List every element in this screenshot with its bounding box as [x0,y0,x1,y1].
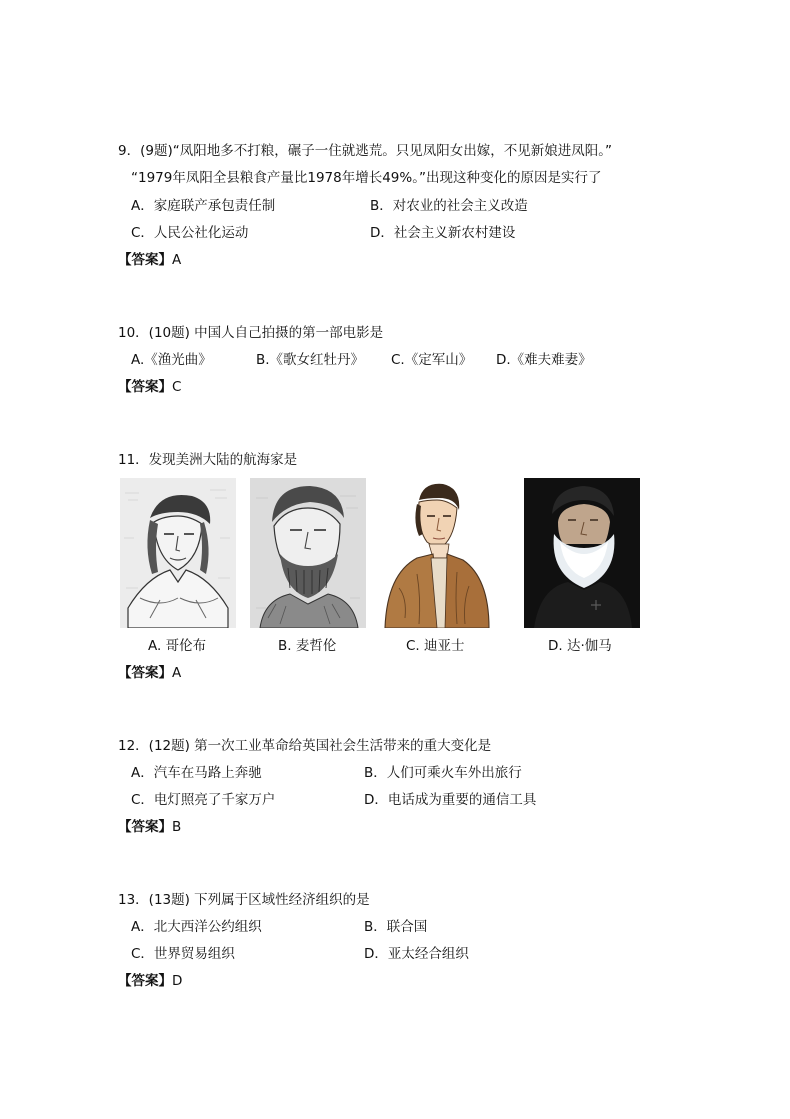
caption-d: D. 达·伽马 [548,638,612,654]
q10-answer [118,378,181,396]
q11-stem: 11．发现美洲大陆的航海家是 [118,452,298,468]
q10-option-b: B.《歌女红牡丹》 [256,352,365,368]
q10-option-d: D.《难夫难妻》 [496,352,592,368]
q9-option-c: C．人民公社化运动 [131,225,249,241]
q12-answer [118,818,181,836]
answer-label: 【答案】 [118,665,172,681]
answer-value: A [172,665,182,681]
q10-option-a: A.《渔光曲》 [131,352,212,368]
q9-stem-line2: “1979年凤阳全县粮食产量比1978年增长49%。”出现这种变化的原因是实行了 [131,170,602,186]
q9-option-b: B．对农业的社会主义改造 [370,198,528,214]
caption-b: B. 麦哲伦 [278,638,337,654]
answer-value: A [172,252,182,268]
q9-answer [118,251,181,269]
answer-value: C [172,379,182,395]
q10-option-c: C.《定军山》 [391,352,473,368]
q12-stem: 12．(12题) 第一次工业革命给英国社会生活带来的重大变化是 [118,738,492,754]
q13-stem: 13．(13题) 下列属于区域性经济组织的是 [118,892,370,908]
answer-value: D [172,973,183,989]
answer-value: B [172,819,182,835]
answer-label: 【答案】 [118,252,172,268]
q13-option-b: B．联合国 [364,919,428,935]
portrait-dias-image [377,478,493,628]
answer-label: 【答案】 [118,379,172,395]
q12-option-c: C．电灯照亮了千家万户 [131,792,276,808]
q12-option-a: A．汽车在马路上奔驰 [131,765,262,781]
portrait-magellan-image [250,478,366,628]
answer-label: 【答案】 [118,973,172,989]
q11-answer [118,664,181,682]
q13-answer [118,972,182,990]
q9-option-d: D．社会主义新农村建设 [370,225,516,241]
q9-stem-line1: 9．(9题)“凤阳地多不打粮，碾子一住就逃荒。只见凤阳女出嫁，不见新娘进凤阳。” [118,143,612,159]
q13-option-c: C．世界贸易组织 [131,946,235,962]
portrait-columbus-image [120,478,236,628]
caption-c: C. 迪亚士 [406,638,465,654]
q9-option-a: A．家庭联产承包责任制 [131,198,276,214]
caption-a: A. 哥伦布 [148,638,207,654]
q12-option-b: B．人们可乘火车外出旅行 [364,765,522,781]
q13-option-d: D．亚太经合组织 [364,946,469,962]
q12-option-d: D．电话成为重要的通信工具 [364,792,537,808]
answer-label: 【答案】 [118,819,172,835]
q10-stem: 10．(10题) 中国人自己拍摄的第一部电影是 [118,325,384,341]
q13-option-a: A．北大西洋公约组织 [131,919,262,935]
portrait-da-gama-image [524,478,640,628]
